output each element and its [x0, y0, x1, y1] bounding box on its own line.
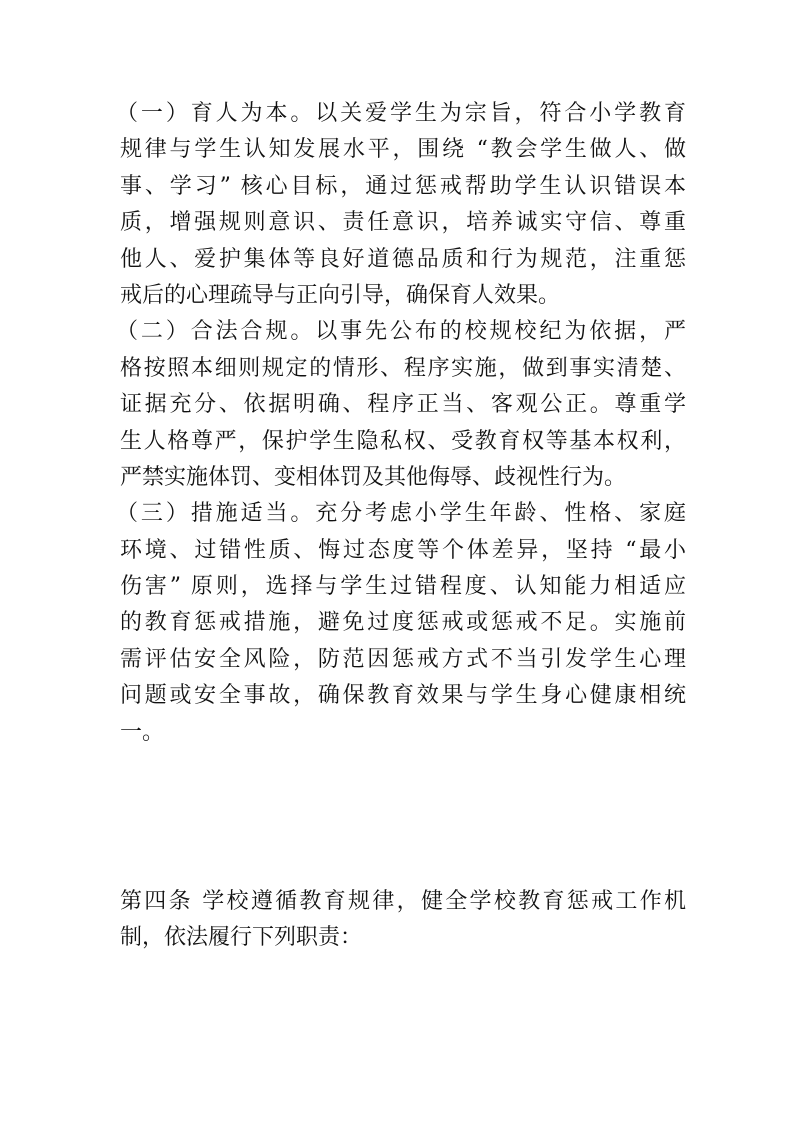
text-line: 他人、爱护集体等良好道德品质和行为规范，注重惩	[120, 246, 686, 272]
article-heading-line: 第四条 学校遵循教育规律，健全学校教育惩戒工作机	[120, 889, 686, 914]
paragraph-appropriate-measures	[116, 496, 686, 751]
text-line: 需评估安全风险，防范因惩戒方式不当引发学生心理	[120, 646, 686, 672]
text-line: 规律与学生认知发展水平，围绕 “教会学生做人、做	[120, 137, 686, 163]
text-line: 问题或安全事故，确保教育效果与学生身心健康相统	[120, 683, 686, 709]
text-line: 伤害” 原则，选择与学生过错程度、认知能力相适应	[120, 574, 686, 600]
paragraph-lawful-compliance	[116, 314, 686, 496]
text-line: 严禁实施体罚、变相体罚及其他侮辱、歧视性行为。	[120, 464, 627, 490]
text-line: 环境、过错性质、悔过态度等个体差异，坚持 “最小	[120, 537, 686, 563]
text-line: 格按照本细则规定的情形、程序实施，做到事实清楚、	[120, 355, 686, 381]
principles-section	[116, 96, 686, 751]
text-line: （一）育人为本。以关爱学生为宗旨，符合小学教育	[116, 101, 686, 126]
text-line: （三）措施适当。充分考虑小学生年龄、性格、家庭	[116, 501, 686, 527]
text-line: 的教育惩戒措施，避免过度惩戒或惩戒不足。实施前	[120, 610, 686, 636]
text-line: 戒后的心理疏导与正向引导，确保育人效果。	[120, 282, 561, 308]
text-line: 质，增强规则意识、责任意识，培养诚实守信、尊重	[120, 210, 686, 236]
text-line: 生人格尊严，保护学生隐私权、受教育权等基本权利，	[120, 428, 686, 454]
article-four-section	[120, 884, 686, 957]
text-line: （二）合法合规。以事先公布的校规校纪为依据，严	[116, 319, 686, 345]
text-line: 证据充分、依据明确、程序正当、客观公正。尊重学	[120, 392, 686, 418]
text-line: 事、学习” 核心目标，通过惩戒帮助学生认识错误本	[120, 173, 686, 199]
text-line: 制，依法履行下列职责：	[120, 925, 363, 951]
text-line: 一。	[120, 719, 165, 745]
paragraph-education-first	[116, 96, 686, 314]
